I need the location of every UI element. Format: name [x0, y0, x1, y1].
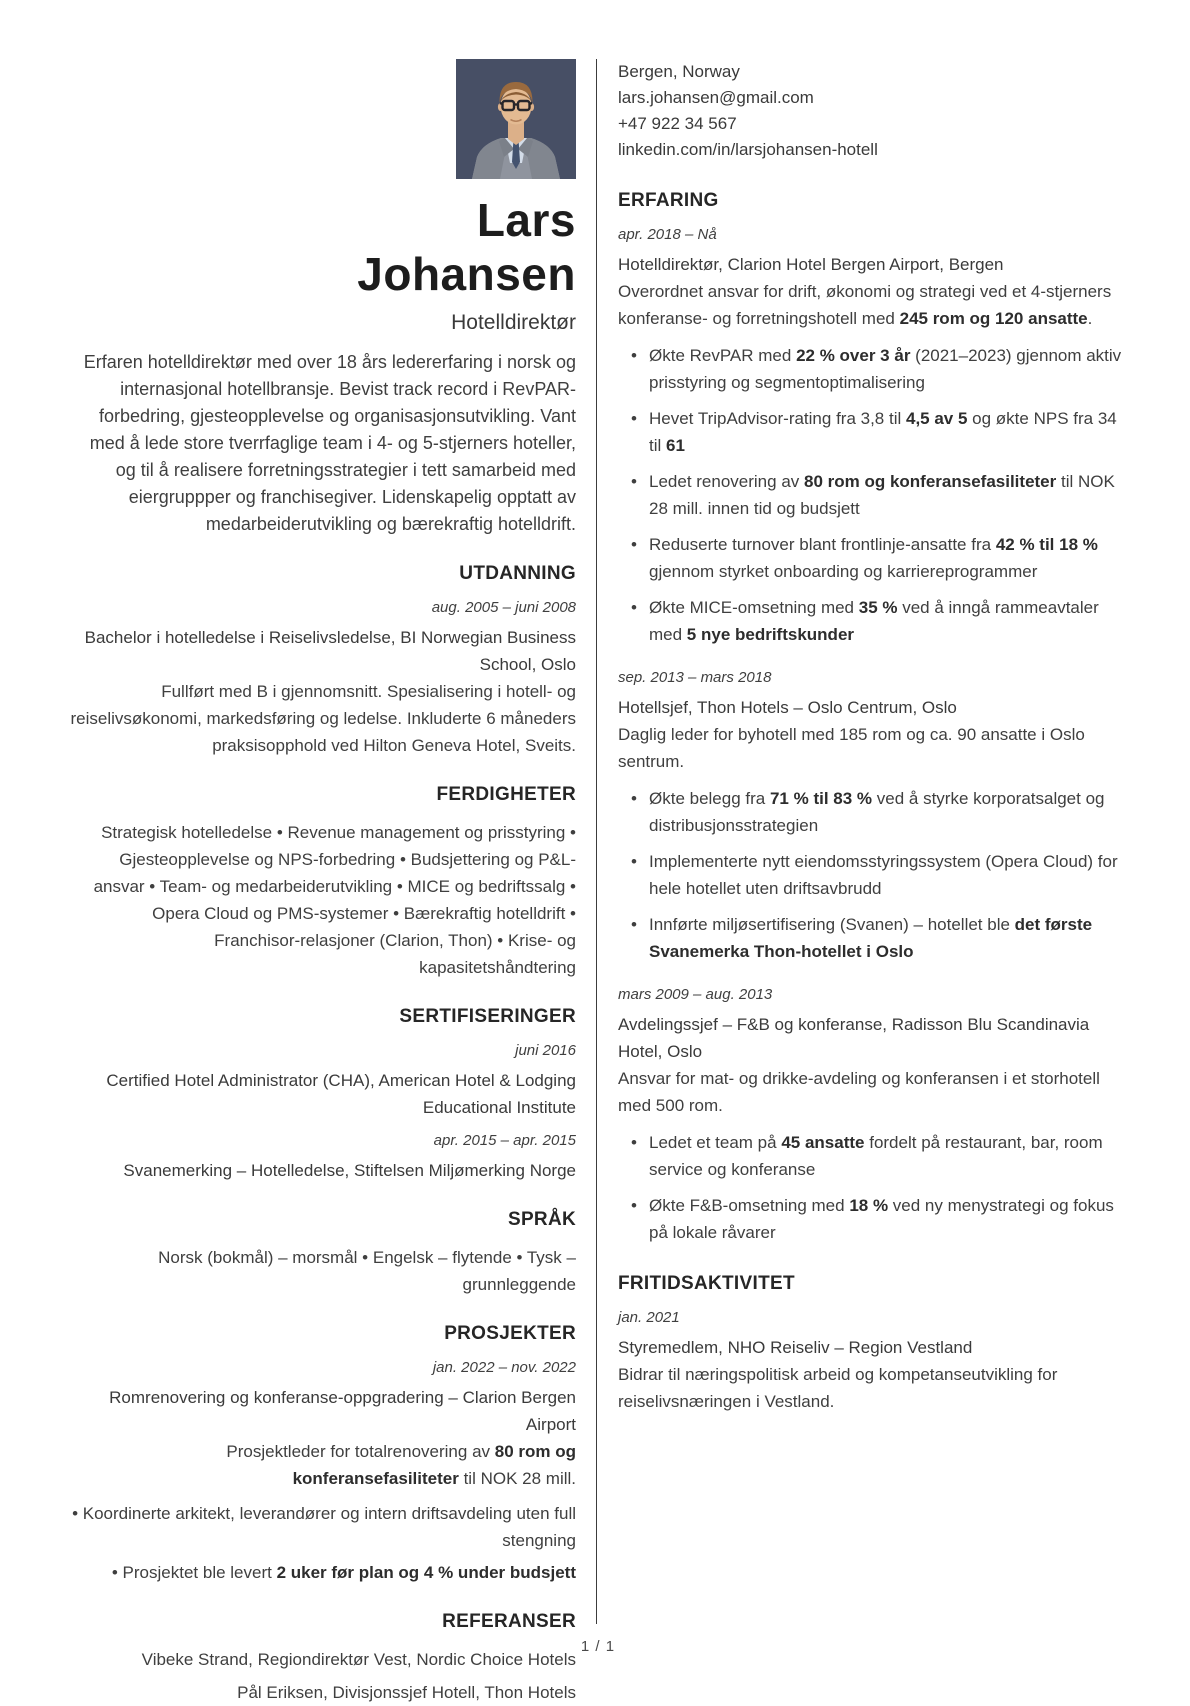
certification-title: Certified Hotel Administrator (CHA), American Hotel & Lodging Educational Institute — [106, 1071, 576, 1117]
experience-bullet — [618, 594, 1126, 648]
education-date: aug. 2005 – juni 2008 — [431, 599, 576, 616]
contact-location: Bergen, Norway — [618, 62, 740, 81]
left-column — [70, 59, 576, 1702]
profile-photo — [456, 59, 576, 179]
experience-title: Avdelingssjef – F&B og konferanse, Radisson Blu Scandinavia Hotel, Oslo — [618, 1015, 1090, 1061]
experience-bullet — [618, 342, 1126, 396]
bullet-text: Hevet TripAdvisor-rating fra 3,8 til 4,5 av 5 og økte NPS fra 34 til 61 — [649, 409, 1117, 455]
experience-date: sep. 2013 – mars 2018 — [618, 669, 772, 686]
project-description: Prosjektleder for totalrenovering av 80 rom og konferansefasiliteter til NOK 28 mill. — [226, 1442, 576, 1488]
experience-bullet — [618, 468, 1126, 522]
column-divider-line — [596, 59, 597, 1624]
section-heading-experience: ERFARING — [618, 190, 719, 211]
certification-date: juni 2016 — [515, 1042, 576, 1059]
person-first-name: Lars — [476, 194, 576, 246]
contact-phone: +47 922 34 567 — [618, 114, 737, 133]
person-last-name: Johansen — [357, 248, 576, 300]
experience-bullet — [618, 848, 1126, 902]
project-bullet: • Prosjektet ble levert 2 uker før plan og 4 % under budsjett — [111, 1563, 576, 1582]
activity-title: Styremedlem, NHO Reiseliv – Region Vestland — [618, 1338, 973, 1357]
bullet-marker: • — [631, 1196, 637, 1215]
activity-date: jan. 2021 — [618, 1309, 680, 1326]
project-bullets — [70, 1500, 576, 1586]
bullet-marker: • — [631, 409, 637, 428]
bullet-text: Reduserte turnover blant frontlinje-ansatte fra 42 % til 18 % gjennom styrket onboarding og karriereprogrammer — [649, 535, 1098, 581]
bullet-marker: • — [631, 915, 637, 934]
bullet-marker: • — [631, 472, 637, 491]
contact-block — [618, 59, 1126, 163]
bullet-marker: • — [631, 346, 637, 365]
section-heading-projects: PROSJEKTER — [444, 1323, 576, 1344]
section-heading-languages: SPRÅK — [507, 1209, 576, 1230]
bullet-text: Implementerte nytt eiendomsstyringssystem (Opera Cloud) for hele hotellet uten driftsavbrudd — [649, 852, 1118, 898]
experience-bullet — [618, 1129, 1126, 1183]
certification-item — [70, 1131, 576, 1184]
bullet-marker: • — [631, 789, 637, 808]
bullet-marker: • — [631, 852, 637, 871]
person-name — [70, 193, 576, 301]
section-heading-education: UTDANNING — [459, 563, 576, 584]
bullet-marker: • — [631, 598, 637, 617]
section-heading-activities: FRITIDSAKTIVITET — [618, 1273, 795, 1294]
person-job-title: Hotelldirektør — [451, 311, 576, 334]
education-title: Bachelor i hotelledelse i Reiselivsledelse, BI Norwegian Business School, Oslo — [84, 628, 576, 674]
experience-entry — [618, 985, 1126, 1246]
experience-bullet-list — [618, 342, 1126, 648]
experience-entry — [618, 668, 1126, 965]
experience-entry — [618, 225, 1126, 648]
profile-photo-illustration — [456, 59, 576, 179]
certification-date: apr. 2015 – apr. 2015 — [433, 1132, 576, 1149]
bullet-marker: • — [631, 1133, 637, 1152]
bullet-text: Økte RevPAR med 22 % over 3 år (2021–2023) gjennom aktiv prisstyring og segmentoptimalisering — [649, 346, 1122, 392]
experience-date: apr. 2018 – Nå — [618, 226, 717, 243]
experience-date: mars 2009 – aug. 2013 — [618, 986, 773, 1003]
reference-item: Vibeke Strand, Regiondirektør Vest, Nordic Choice Hotels — [141, 1650, 576, 1669]
bullet-text: Ledet et team på 45 ansatte fordelt på restaurant, bar, room service og konferanse — [649, 1133, 1103, 1179]
page-number-indicator: 1 / 1 — [580, 1638, 616, 1656]
bullet-text: Innførte miljøsertifisering (Svanen) – hotellet ble det første Svanemerka Thon-hotellet i Oslo — [649, 915, 1093, 961]
experience-title: Hotelldirektør, Clarion Hotel Bergen Airport, Bergen — [618, 255, 1004, 274]
experience-bullet — [618, 1192, 1126, 1246]
bullet-text: Ledet renovering av 80 rom og konferansefasiliteter til NOK 28 mill. innen tid og budsjett — [649, 472, 1115, 518]
section-heading-certifications: SERTIFISERINGER — [399, 1006, 576, 1027]
experience-description: Daglig leder for byhotell med 185 rom og ca. 90 ansatte i Oslo sentrum. — [618, 725, 1085, 771]
experience-title: Hotellsjef, Thon Hotels – Oslo Centrum, Oslo — [618, 698, 957, 717]
experience-description: Overordnet ansvar for drift, økonomi og strategi ved et 4-stjerners konferanse- og forretningshotell med 245 rom og 120 ansatte. — [618, 282, 1112, 328]
certification-item — [70, 1041, 576, 1121]
bullet-text: Økte belegg fra 71 % til 83 % ved å styrke korporatsalget og distribusjonsstrategien — [649, 789, 1105, 835]
education-description: Fullført med B i gjennomsnitt. Spesialisering i hotell- og reiselivsøkonomi, markedsføring og ledelse. Inkluderte 6 måneders praksisopphold ved Hilton Geneva Hotel, Sveits. — [70, 682, 576, 755]
section-heading-skills: FERDIGHETER — [436, 784, 576, 805]
bullet-text: Økte MICE-omsetning med 35 % ved å inngå rammeavtaler med 5 nye bedriftskunder — [649, 598, 1099, 644]
bullet-text: Økte F&B-omsetning med 18 % ved ny menystrategi og fokus på lokale råvarer — [649, 1196, 1114, 1242]
experience-bullet-list — [618, 785, 1126, 965]
languages-text: Norsk (bokmål) – morsmål • Engelsk – flytende • Tysk – grunnleggende — [158, 1248, 576, 1294]
contact-linkedin: linkedin.com/in/larsjohansen-hotell — [618, 140, 878, 159]
activity-description: Bidrar til næringspolitisk arbeid og kompetanseutvikling for reiselivsnæringen i Vestland. — [618, 1365, 1058, 1411]
experience-bullet — [618, 405, 1126, 459]
bullet-marker: • — [631, 535, 637, 554]
experience-bullet — [618, 531, 1126, 585]
experience-bullet — [618, 911, 1126, 965]
project-bullet: • Koordinerte arkitekt, leverandører og intern driftsavdeling uten full stengning — [72, 1504, 576, 1550]
certification-title: Svanemerking – Hotelledelse, Stiftelsen Miljømerking Norge — [123, 1161, 576, 1180]
experience-bullet-list — [618, 1129, 1126, 1246]
right-column — [618, 59, 1126, 1625]
project-title: Romrenovering og konferanse-oppgradering – Clarion Bergen Airport — [109, 1388, 576, 1434]
project-date: jan. 2022 – nov. 2022 — [432, 1359, 576, 1376]
skills-text: Strategisk hotelledelse • Revenue management og prisstyring • Gjesteopplevelse og NPS-forbedring • Budsjettering og P&L-ansvar • Team- og medarbeiderutvikling • MICE og bedriftssalg • Opera Cloud og PMS-systemer • Bærekraftig hotelldrift • Franchisor-relasjoner (Clarion, Thon) • Krise- og kapasitetshåndtering — [93, 823, 576, 977]
experience-bullet — [618, 785, 1126, 839]
reference-item: Pål Eriksen, Divisjonssjef Hotell, Thon Hotels — [237, 1683, 576, 1702]
experience-description: Ansvar for mat- og drikke-avdeling og konferansen i et storhotell med 500 rom. — [618, 1069, 1100, 1115]
contact-email: lars.johansen@gmail.com — [618, 88, 814, 107]
profile-summary: Erfaren hotelldirektør med over 18 års ledererfaring i norsk og internasjonal hotellbransje. Bevist track record i RevPAR-forbedring, gjesteopplevelse og organisasjonsutvikling. Vant med å lede store tverrfaglige team i 4- og 5-stjerners hoteller, og til å realisere forretningsstrategier i tett samarbeid med eiergruppper og franchisegiver. Lidenskapelig opptatt av medarbeiderutvikling og bærekraftig hotelldrift. — [83, 352, 576, 534]
section-heading-references: REFERANSER — [442, 1611, 576, 1632]
